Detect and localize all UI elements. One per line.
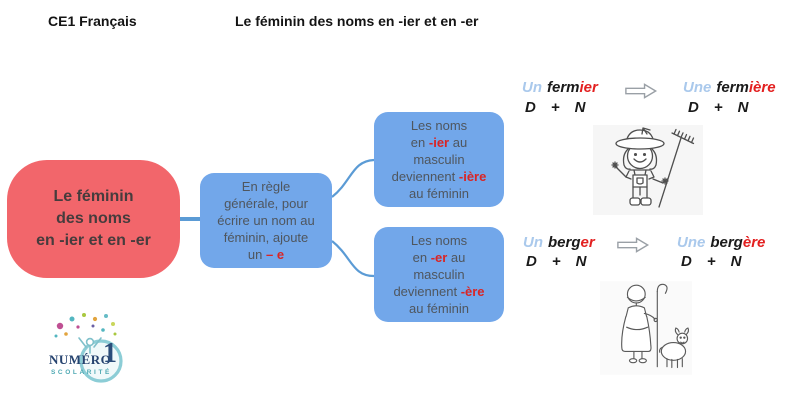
branch-node-er (374, 227, 504, 322)
determiner-label: D (681, 253, 692, 270)
accent-suffix: -ière (458, 169, 487, 184)
determiner: Un (522, 79, 542, 96)
branch-line: au féminin (409, 186, 469, 201)
noun-label: N (575, 253, 587, 270)
root-node-line: Le féminin (53, 188, 134, 205)
determiner-label: D (526, 253, 537, 270)
accent-suffix: – e (266, 247, 285, 262)
accent-suffix: -er (430, 250, 448, 265)
example-fermier-masculine (522, 79, 598, 96)
root-node (7, 160, 180, 278)
plus-sign: + (551, 253, 561, 270)
brand-logo (48, 312, 134, 396)
noun-label: N (730, 253, 742, 270)
determiner: Une (683, 79, 712, 96)
root-node-line: en -ier et en -er (36, 232, 151, 249)
branch-line: en -er au (412, 250, 466, 265)
example-bergere-feminine (677, 234, 765, 251)
course-label: CE1 Français (48, 13, 137, 29)
rule-line: féminin, ajoute (223, 230, 309, 245)
rule-line: un – e (247, 247, 285, 262)
rule-line: écrire un nom au (217, 213, 315, 228)
branch-line: Les noms (410, 118, 468, 133)
branch-node-ier (374, 112, 504, 207)
logo-number: 1 (103, 338, 117, 369)
logo-subtitle: SCOLARITÉ (51, 369, 112, 376)
noun-ending: ière (748, 79, 776, 96)
accent-suffix: -ère (460, 284, 485, 299)
farmer-girl-illustration (593, 125, 703, 215)
determiner: Un (523, 234, 543, 251)
noun-stem: ferm (547, 79, 580, 96)
noun-ending: er (580, 234, 595, 251)
grammar-labels-masculine (526, 253, 586, 270)
noun-stem: ferm (716, 79, 749, 96)
page-title: Le féminin des noms en -ier et en -er (235, 13, 479, 29)
example-berger-masculine (523, 234, 595, 251)
branch-line: masculin (413, 152, 465, 167)
determiner-label: D (525, 99, 536, 116)
noun-label: N (737, 99, 749, 116)
branch-line: Les noms (410, 233, 468, 248)
arrow-right-icon (615, 237, 651, 253)
accent-suffix: -ier (428, 135, 450, 150)
root-node-line: des noms (56, 210, 131, 227)
example-fermiere-feminine (683, 79, 776, 96)
logo-brand-text: NUMÉRO (49, 352, 112, 367)
branch-line: en -ier au (410, 135, 468, 150)
noun-ending: ier (579, 79, 598, 96)
grammar-labels-feminine (681, 253, 741, 270)
plus-sign: + (713, 99, 723, 116)
grammar-labels-feminine (688, 99, 748, 116)
plus-sign: + (706, 253, 716, 270)
branch-line: au féminin (409, 301, 469, 316)
rule-line: En règle (241, 179, 291, 194)
branch-line: masculin (413, 267, 465, 282)
noun-ending: ère (742, 234, 766, 251)
noun-stem: berg (710, 234, 743, 251)
determiner: Une (677, 234, 706, 251)
branch-line: deviennent -ière (391, 169, 487, 184)
determiner-label: D (688, 99, 699, 116)
branch-line: deviennent -ère (393, 284, 485, 299)
grammar-labels-masculine (525, 99, 585, 116)
rule-node (200, 173, 332, 268)
noun-label: N (574, 99, 586, 116)
rule-line: générale, pour (224, 196, 308, 211)
plus-sign: + (550, 99, 560, 116)
arrow-right-icon (623, 83, 659, 99)
shepherdess-illustration (600, 274, 692, 382)
noun-stem: berg (548, 234, 581, 251)
